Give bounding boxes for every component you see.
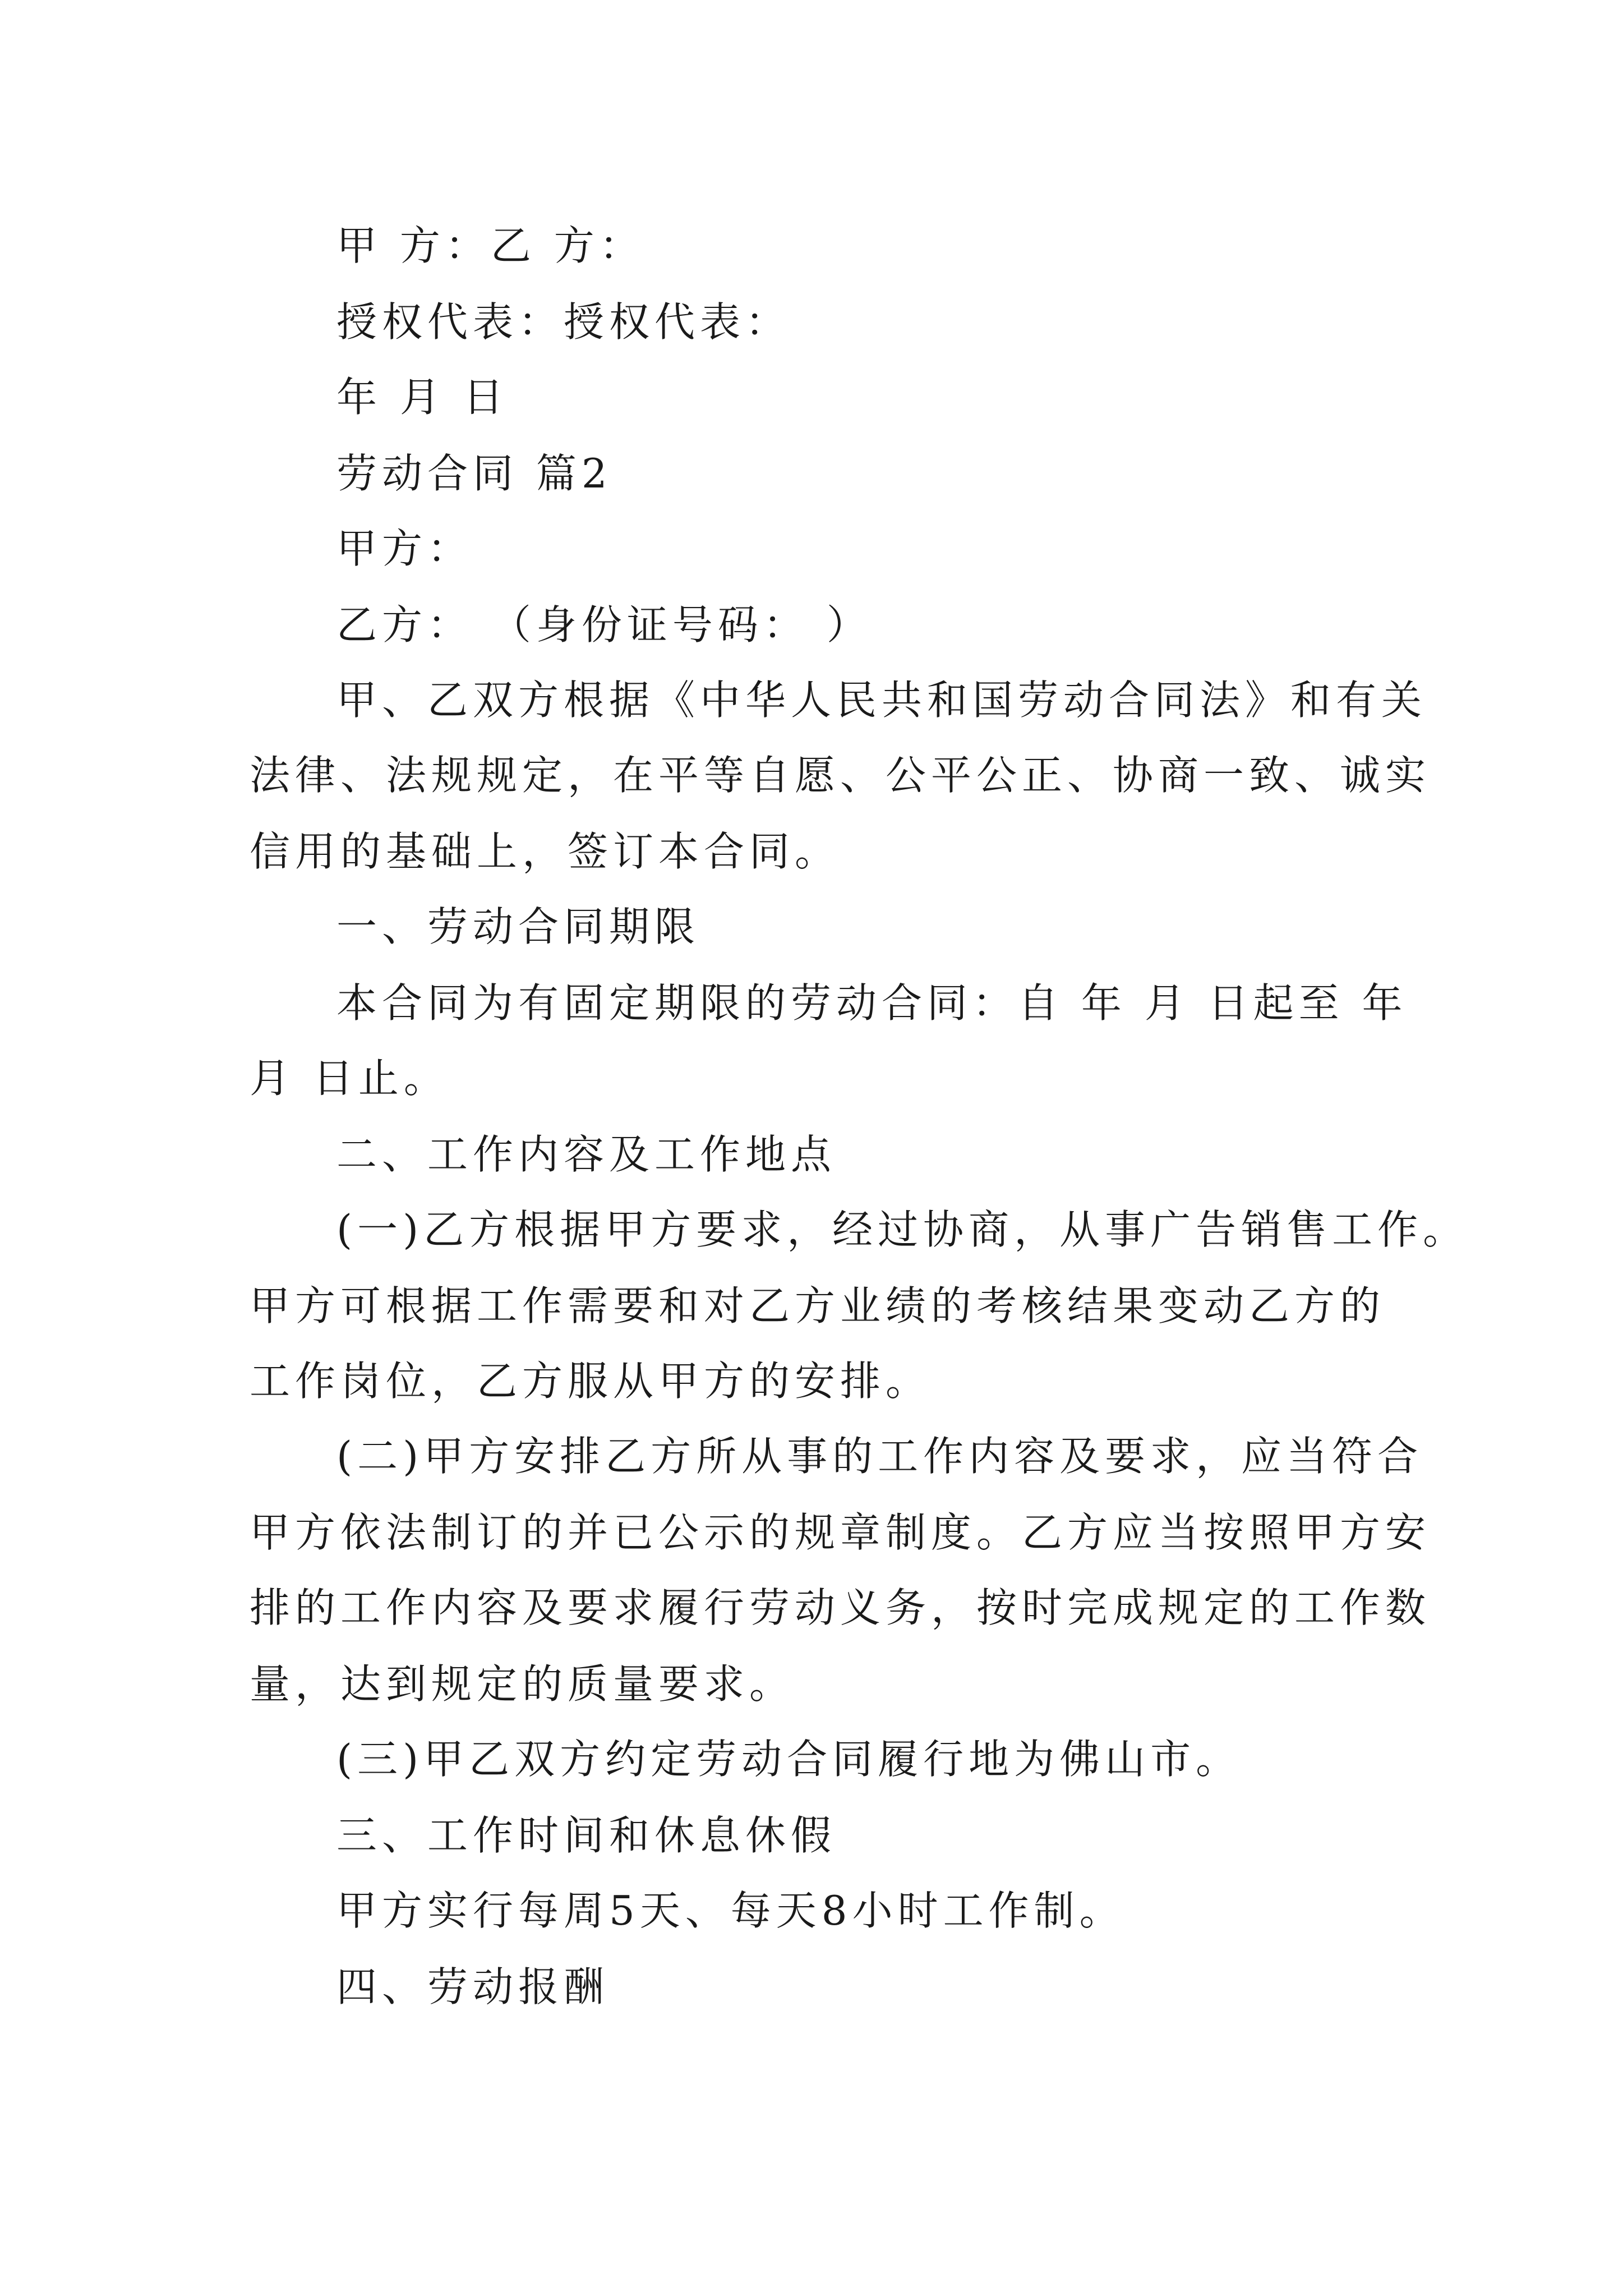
preamble-line-3: 信用的基础上，签订本合同。 <box>250 828 841 875</box>
clause-2-line-3: 排的工作内容及要求履行劳动义务，按时完成规定的工作数 <box>250 1584 1431 1631</box>
term-line-1: 本合同为有固定期限的劳动合同：自 年 月 日起至 年 <box>336 979 1408 1027</box>
party-b-line: 乙方： （身份证号码： ） <box>336 601 872 648</box>
party-a-line: 甲方： <box>336 525 473 572</box>
date-line: 年 月 日 <box>336 374 509 421</box>
clause-1-line-3: 工作岗位，乙方服从甲方的安排。 <box>250 1358 932 1405</box>
clause-1-line-2: 甲方可根据工作需要和对乙方业绩的考核结果变动乙方的 <box>250 1282 1386 1329</box>
clause-1-line-1: (一)乙方根据甲方要求，经过协商，从事广告销售工作。 <box>336 1206 1469 1253</box>
preamble-line-1: 甲、乙双方根据《中华人民共和国劳动合同法》和有关 <box>336 677 1427 724</box>
clause-2-line-1: (二)甲方安排乙方所从事的工作内容及要求，应当符合 <box>336 1433 1423 1480</box>
section-title: 劳动合同 篇2 <box>336 450 612 497</box>
heading-work-time: 三、工作时间和休息休假 <box>336 1812 837 1859</box>
clause-3-line-1: (三)甲乙双方约定劳动合同履行地为佛山市。 <box>336 1736 1242 1783</box>
clause-2-line-2: 甲方依法制订的并已公示的规章制度。乙方应当按照甲方安 <box>250 1509 1431 1556</box>
preamble-line-2: 法律、法规规定，在平等自愿、公平公正、协商一致、诚实 <box>250 752 1431 799</box>
heading-term: 一、劳动合同期限 <box>336 903 700 950</box>
heading-remuneration: 四、劳动报酬 <box>336 1963 610 2010</box>
party-header-line: 甲 方：乙 方： <box>336 222 645 269</box>
term-line-2: 月 日止。 <box>250 1055 449 1102</box>
work-time-line: 甲方实行每周5天、每天8小时工作制。 <box>336 1887 1125 1934</box>
representative-line: 授权代表：授权代表： <box>336 298 791 346</box>
heading-work-content: 二、工作内容及工作地点 <box>336 1131 837 1178</box>
clause-2-line-4: 量，达到规定的质量要求。 <box>250 1660 795 1708</box>
